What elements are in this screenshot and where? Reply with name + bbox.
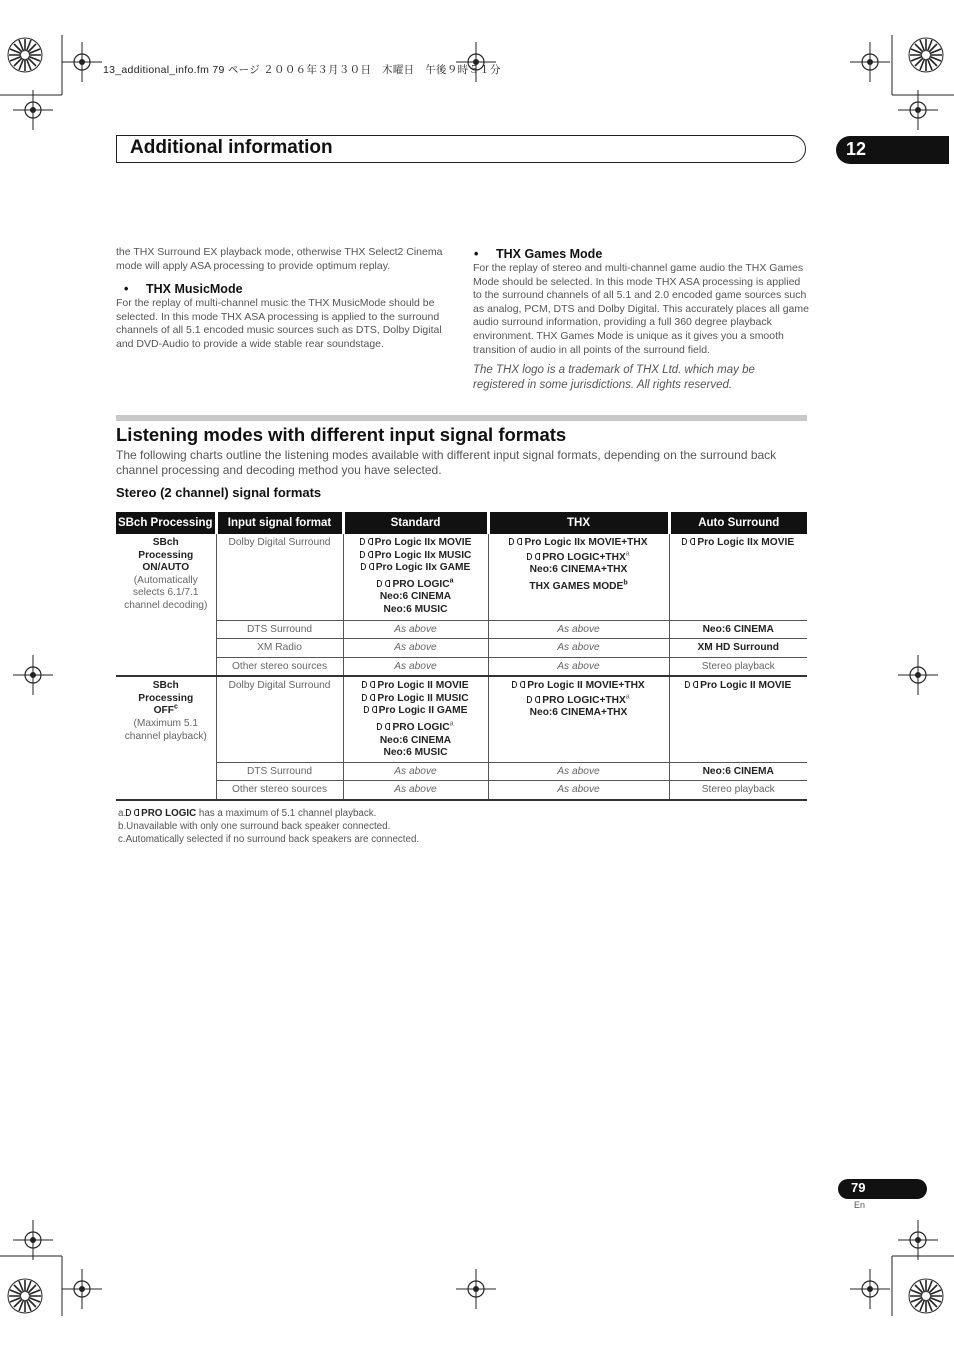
chapter-number: 12 [846,139,867,159]
col-input-signal-format: Input signal format [216,512,343,534]
thx-modes-cell: As above [488,620,669,639]
mode-label: Pro Logic IIx MOVIE+THX [524,537,648,548]
group-label-line: SBch [152,537,179,548]
dolby-double-d-icon [512,681,525,688]
thx-modes-cell: As above [488,781,669,800]
games-title: THX Games Mode [496,247,603,261]
auto-surround-cell: Neo:6 CINEMA [669,620,807,639]
input-format-cell: Dolby Digital Surround [216,534,343,620]
footnote-ref: a [625,550,630,558]
footnote-text: has a maximum of 5.1 channel playback. [196,808,377,819]
footnote-ref: a [449,720,454,728]
auto-surround-cell [669,676,807,762]
dolby-double-d-icon [126,809,139,816]
dolby-double-d-icon [361,563,374,570]
auto-surround-cell: Stereo playback [669,657,807,676]
games-text: For the replay of stereo and multi-channel game audio the THX Games Mode should be selected. In this mode THX ASA processing is applied to the surround channels of all 5.1 and 2.0 encoded game sources such as analog, PCM, DTS and Dolby Digital. This accurately places all game audio surround information, providing a full 360 degree playback environment. THX Games Mode is unique as it gives you a smooth transition of audio in all points of the surround field. [473,262,809,356]
standard-modes-cell [343,534,488,620]
auto-surround-cell: Neo:6 CINEMA [669,762,807,781]
mode-label: Pro Logic IIx MOVIE [374,537,472,548]
dolby-double-d-icon [360,538,373,545]
standard-modes-cell: As above [343,639,488,658]
thx-modes-cell: As above [488,762,669,781]
input-format-cell: XM Radio [216,639,343,658]
section-intro: The following charts outline the listening modes available with different input signal formats, depending on the surround back channel processing and decoding method you have selected. [116,448,777,477]
thx-modes-cell [488,534,669,620]
mode-label: Pro Logic II MOVIE+THX [527,680,645,692]
group-note-line: (Automatically [133,574,198,586]
standard-modes-cell: As above [343,620,488,639]
thx-modes-cell [488,676,669,762]
thx-modes-cell: As above [488,657,669,676]
mode-label: Neo:6 MUSIC [383,747,448,759]
group-note-line: channel decoding) [124,599,208,611]
table-row [116,676,807,762]
col-sbch-processing: SBch Processing [116,512,216,534]
input-format-cell: DTS Surround [216,762,343,781]
mode-label: Pro Logic IIx MUSIC [374,549,472,561]
dolby-double-d-icon [509,538,522,545]
mode-label: THX GAMES MODE [529,580,624,592]
dolby-double-d-icon [685,681,698,688]
table-row [116,781,807,800]
auto-surround-cell: Stereo playback [669,781,807,800]
group-label-text: OFF [153,705,174,717]
col-auto-surround: Auto Surround [669,512,807,534]
footnote-marker: a. [118,808,127,819]
group-label-line [118,705,214,718]
input-format-cell: Other stereo sources [216,781,343,800]
col-standard: Standard [343,512,488,534]
continuation-text: the THX Surround EX playback mode, otherwise THX Select2 Cinema mode will apply ASA processing to provide optimum replay. [116,246,443,272]
table-row [116,657,807,676]
footnote-ref: b [623,579,628,587]
section-title: Listening modes with different input signal formats [116,424,567,445]
mode-label: Pro Logic II MOVIE [377,680,469,692]
dolby-double-d-icon [527,696,540,703]
col-thx: THX [488,512,669,534]
group-label-line: ON/AUTO [142,562,190,574]
table-subtitle: Stereo (2 channel) signal formats [116,485,322,500]
mode-label: Pro Logic II GAME [378,705,468,717]
group-note-line: selects 6.1/7.1 [132,587,199,599]
standard-modes-cell [343,676,488,762]
input-format-cell: DTS Surround [216,620,343,639]
dolby-double-d-icon [377,723,390,730]
auto-surround-cell: XM HD Surround [669,639,807,658]
group-note-line: channel playback) [124,730,207,742]
thx-trademark-note: The THX logo is a trademark of THX Ltd. which may be registered in some jurisdictions. All rights reserved. [473,364,755,391]
footnote-ref: c [173,704,178,712]
table-header-row [116,512,807,534]
mode-label: PRO LOGIC [392,578,450,590]
sbch-off-cell [116,676,216,800]
mode-label: PRO LOGIC+THX [542,551,626,563]
dolby-double-d-icon [362,694,375,701]
mode-label: Neo:6 CINEMA+THX [529,564,628,576]
dolby-double-d-icon [527,553,540,560]
table-row [116,762,807,781]
bullet: • [474,247,479,261]
dolby-double-d-icon [364,706,377,713]
footnote-ref: a [625,693,630,701]
mode-label: Neo:6 CINEMA [379,591,452,603]
musicmode-text: For the replay of multi-channel music the THX MusicMode should be selected. In this mode THX ASA processing is applied to the surround channels of all 5.1 encoded music sources such as DTS, Dolby Digital and DVD-Audio to provide a wide stable rear soundstage. [116,297,442,350]
footnote-a [118,807,376,820]
table-row [116,620,807,639]
page-number: 79 [851,1180,866,1195]
listening-modes-table [116,512,807,801]
mode-label: Pro Logic IIx MOVIE [697,537,795,548]
musicmode-heading [124,282,243,296]
standard-modes-cell: As above [343,657,488,676]
table-row [116,639,807,658]
mode-label: PRO LOGIC+THX [542,694,626,706]
thx-modes-cell: As above [488,639,669,658]
section-divider [116,415,807,421]
footnote-ref: a [449,577,454,585]
dolby-double-d-icon [377,580,390,587]
page-title: Additional information [130,137,333,158]
mode-label: Pro Logic II MUSIC [377,692,469,704]
dolby-double-d-icon [682,538,695,545]
group-label-line: Processing [138,549,194,561]
table-row [116,534,807,620]
mode-label: Pro Logic II MOVIE [700,680,792,692]
mode-label: PRO LOGIC [392,722,450,734]
games-heading [474,247,602,261]
footnote-bold: PRO LOGIC [141,808,197,819]
bullet: • [124,282,129,296]
mode-label: Neo:6 MUSIC [383,603,448,615]
auto-surround-cell [669,534,807,620]
group-label-line: Processing [138,692,194,704]
footnote-c: c.Automatically selected if no surround back speakers are connected. [118,834,420,845]
mode-label: Neo:6 CINEMA+THX [529,707,628,719]
standard-modes-cell: As above [343,762,488,781]
mode-label: Neo:6 CINEMA [379,734,452,746]
page-language: En [854,1200,866,1210]
input-format-cell: Other stereo sources [216,657,343,676]
group-note-line: (Maximum 5.1 [133,718,199,730]
group-label-line: SBch [152,680,179,692]
sbch-on-auto-cell [116,534,216,676]
musicmode-title: THX MusicMode [146,282,243,296]
dolby-double-d-icon [360,551,373,558]
mode-label: Pro Logic IIx GAME [375,562,471,574]
standard-modes-cell: As above [343,781,488,800]
input-format-cell: Dolby Digital Surround [216,676,343,762]
file-info: 13_additional_info.fm 79 ページ ２００６年３月３０日 木曜日 午後９時５１分 [103,64,501,76]
footnote-b: b.Unavailable with only one surround back speaker connected. [118,821,391,832]
dolby-double-d-icon [362,681,375,688]
